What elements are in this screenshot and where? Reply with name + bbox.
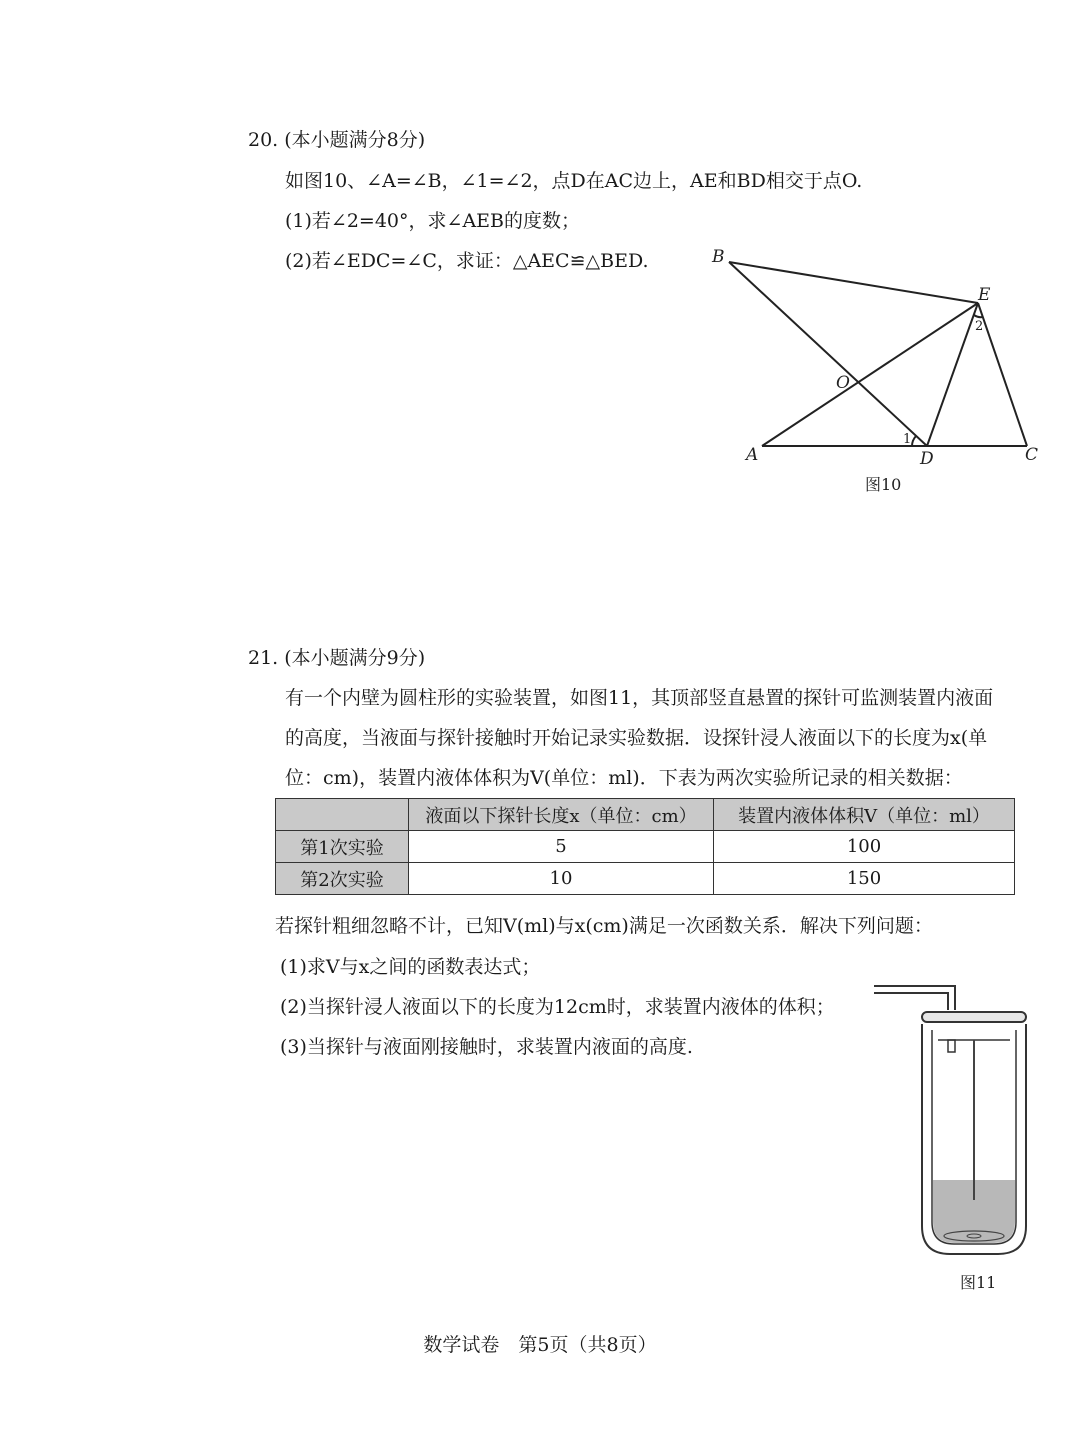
label-d: D bbox=[920, 449, 934, 469]
q21-part2: (2)当探针浸人液面以下的长度为12cm时，求装置内液体的体积； bbox=[280, 996, 835, 1018]
q20-part1: (1)若∠2=40°，求∠AEB的度数； bbox=[285, 210, 580, 232]
q21-heading: 21. (本小题满分9分) bbox=[248, 647, 426, 669]
table-header-corner bbox=[276, 799, 409, 831]
label-angle-2: 2 bbox=[975, 319, 984, 334]
probe-holder bbox=[948, 1040, 955, 1052]
label-a: A bbox=[746, 445, 759, 465]
page-footer: 数学试卷 第5页（共8页） bbox=[423, 1334, 657, 1356]
figure-11-caption: 图11 bbox=[960, 1273, 997, 1292]
label-angle-1: 1 bbox=[903, 432, 912, 447]
experiment-table bbox=[275, 798, 1015, 895]
q21-condition: 若探针粗细忽略不计，已知V(ml)与x(cm)满足一次函数关系．解决下列问题： bbox=[275, 915, 933, 937]
figure-10-caption: 图10 bbox=[865, 475, 902, 494]
q21-intro-line3: 位：cm)，装置内液体体积为V(单位：ml)．下表为两次实验所记录的相关数据： bbox=[285, 767, 963, 789]
table-row bbox=[276, 863, 1015, 895]
table-header-v: 装置内液体体积V（单位：ml） bbox=[714, 799, 1015, 831]
cell-x: 5 bbox=[409, 831, 714, 863]
table-row bbox=[276, 831, 1015, 863]
probe-arm bbox=[874, 986, 955, 1010]
row-label: 第1次实验 bbox=[276, 831, 409, 863]
segment-de bbox=[927, 303, 978, 446]
q21-part1: (1)求V与x之间的函数表达式； bbox=[280, 956, 541, 978]
cell-v: 150 bbox=[714, 863, 1015, 895]
segment-ec bbox=[978, 303, 1027, 446]
q21-part3: (3)当探针与液面刚接触时，求装置内液面的高度. bbox=[280, 1036, 693, 1058]
label-c: C bbox=[1025, 445, 1039, 465]
figure-11-apparatus bbox=[860, 978, 1040, 1298]
device-lid bbox=[922, 1012, 1026, 1022]
row-label: 第2次实验 bbox=[276, 863, 409, 895]
segment-ae bbox=[762, 303, 978, 446]
label-o: O bbox=[836, 373, 850, 393]
cell-v: 100 bbox=[714, 831, 1015, 863]
label-b: B bbox=[712, 247, 725, 267]
q20-heading: 20. (本小题满分8分) bbox=[248, 129, 426, 151]
cell-x: 10 bbox=[409, 863, 714, 895]
angle-1-arc bbox=[912, 436, 916, 446]
q21-intro-line2: 的高度，当液面与探针接触时开始记录实验数据．设探针浸人液面以下的长度为x(单 bbox=[285, 727, 988, 749]
q20-part2: (2)若∠EDC=∠C，求证：△AEC≌△BED. bbox=[285, 250, 649, 272]
label-e: E bbox=[978, 285, 991, 305]
q21-intro-line1: 有一个内壁为圆柱形的实验装置，如图11，其顶部竖直悬置的探针可监测装置内液面 bbox=[285, 687, 994, 709]
q20-statement: 如图10、∠A=∠B，∠1=∠2，点D在AC边上，AE和BD相交于点O. bbox=[285, 170, 863, 192]
table-header-row bbox=[276, 799, 1015, 831]
figure-10-diagram bbox=[700, 240, 1080, 510]
table-header-x: 液面以下探针长度x（单位：cm） bbox=[409, 799, 714, 831]
